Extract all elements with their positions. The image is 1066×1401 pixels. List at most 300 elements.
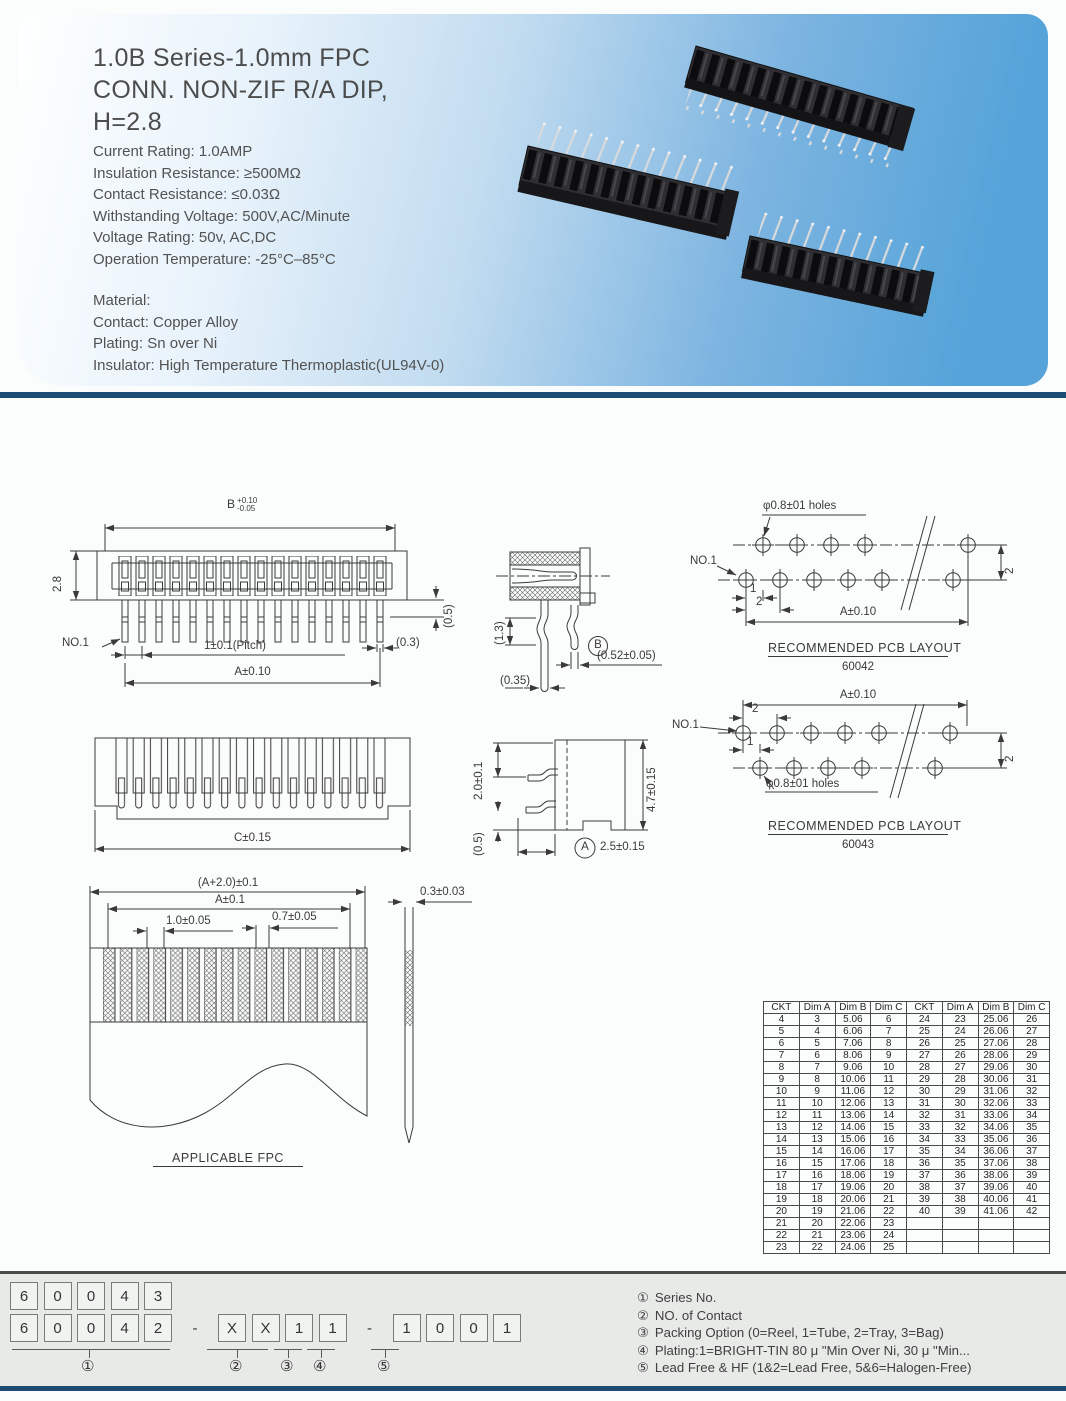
pcb2-title: RECOMMENDED PCB LAYOUT xyxy=(768,819,962,833)
table-header-cell: Dim C xyxy=(1014,1002,1050,1014)
table-cell: 16 xyxy=(764,1158,800,1170)
table-cell: 8 xyxy=(799,1074,835,1086)
part-number-box: 0 xyxy=(77,1314,105,1342)
table-cell xyxy=(978,1242,1014,1254)
material-line: Plating: Sn over Ni xyxy=(93,335,218,352)
table-cell: 18.06 xyxy=(835,1170,871,1182)
table-cell: 10 xyxy=(871,1062,907,1074)
legend-item xyxy=(637,1359,972,1377)
spec-line: Voltage Rating: 50v, AC,DC xyxy=(93,229,277,246)
table-cell: 25 xyxy=(907,1026,943,1038)
table-cell: 31 xyxy=(907,1098,943,1110)
table-cell: 12 xyxy=(871,1086,907,1098)
callout-2: ② xyxy=(229,1358,243,1375)
table-cell: 17.06 xyxy=(835,1158,871,1170)
material-list xyxy=(93,290,444,376)
dim-b-tol-bot: -0.05 xyxy=(237,504,256,513)
pitch-label: 1±0.1(Pitch) xyxy=(204,640,266,652)
table-cell: 16 xyxy=(871,1134,907,1146)
table-cell xyxy=(978,1230,1014,1242)
part-number-box: 1 xyxy=(393,1314,421,1342)
table-cell: 29 xyxy=(942,1086,978,1098)
part-number-box: 2 xyxy=(144,1314,172,1342)
table-cell: 35 xyxy=(907,1146,943,1158)
table-cell: 12.06 xyxy=(835,1098,871,1110)
table-cell: 26.06 xyxy=(978,1026,1014,1038)
spec-line: Insulation Resistance: ≥500MΩ xyxy=(93,164,301,182)
table-cell: 36 xyxy=(1014,1134,1050,1146)
part-number-box: 6 xyxy=(10,1282,38,1310)
table-header-cell: Dim B xyxy=(978,1002,1014,1014)
table-cell: 6 xyxy=(799,1050,835,1062)
part-number-dash1: - xyxy=(192,1319,198,1337)
callout-underline-1 xyxy=(12,1349,170,1350)
table-cell: 38 xyxy=(942,1194,978,1206)
table-cell: 19 xyxy=(871,1170,907,1182)
table-cell: 10 xyxy=(799,1098,835,1110)
table-cell xyxy=(907,1242,943,1254)
table-cell: 17 xyxy=(764,1170,800,1182)
table-cell xyxy=(942,1218,978,1230)
table-cell: 9 xyxy=(799,1086,835,1098)
table-header-cell: Dim B xyxy=(835,1002,871,1014)
side-2-5-label: 2.5±0.15 xyxy=(600,841,645,853)
table-cell: 26 xyxy=(1014,1014,1050,1026)
table-cell: 24.06 xyxy=(835,1242,871,1254)
table-cell: 30 xyxy=(1014,1062,1050,1074)
section-052-label: (0.52±0.05) xyxy=(597,650,656,662)
table-cell: 11 xyxy=(799,1110,835,1122)
fpc-1-0-label: 1.0±0.05 xyxy=(166,915,211,927)
table-cell: 14 xyxy=(871,1110,907,1122)
part-number-box: 1 xyxy=(319,1314,347,1342)
pcb2-holes-label: φ0.8±01 holes xyxy=(766,778,840,790)
front-0-3-label: (0.3) xyxy=(396,637,420,649)
table-header-cell: Dim A xyxy=(942,1002,978,1014)
table-cell: 29 xyxy=(907,1074,943,1086)
connector-photo-top xyxy=(678,46,915,170)
table-cell: 18 xyxy=(799,1194,835,1206)
table-cell: 33.06 xyxy=(978,1110,1014,1122)
table-cell: 33 xyxy=(1014,1098,1050,1110)
table-cell xyxy=(1014,1242,1050,1254)
table-cell: 30 xyxy=(942,1098,978,1110)
table-cell: 11 xyxy=(871,1074,907,1086)
table-cell: 31 xyxy=(942,1110,978,1122)
dim-c-label: C±0.15 xyxy=(234,832,271,844)
table-cell: 32 xyxy=(942,1122,978,1134)
table-row xyxy=(764,1074,1050,1086)
table-cell: 32.06 xyxy=(978,1098,1014,1110)
pcb1-no1-label: NO.1 xyxy=(690,555,717,567)
table-cell xyxy=(978,1218,1014,1230)
table-cell: 15 xyxy=(764,1146,800,1158)
legend xyxy=(637,1289,972,1377)
material-line: Insulator: High Temperature Thermoplastic(UL94V-0) xyxy=(93,356,445,374)
part-number-box: 4 xyxy=(111,1314,139,1342)
table-header-row xyxy=(764,1002,1050,1014)
section-b-linework xyxy=(496,548,662,692)
part-number-box: 4 xyxy=(111,1282,139,1310)
table-cell: 34 xyxy=(942,1146,978,1158)
table-cell: 20 xyxy=(799,1218,835,1230)
table-cell: 19 xyxy=(764,1194,800,1206)
table-cell: 41 xyxy=(1014,1194,1050,1206)
table-cell: 28 xyxy=(1014,1038,1050,1050)
legend-item xyxy=(637,1324,972,1342)
part-number-box: 6 xyxy=(10,1314,38,1342)
legend-item-number: ⑤ xyxy=(637,1360,649,1376)
pcb1-code: 60042 xyxy=(842,661,874,673)
table-cell: 36 xyxy=(907,1158,943,1170)
part-number-box: 0 xyxy=(460,1314,488,1342)
table-cell: 26 xyxy=(907,1038,943,1050)
table-cell: 28 xyxy=(942,1074,978,1086)
section-b-bubble: B xyxy=(594,639,602,651)
table-cell: 25.06 xyxy=(978,1014,1014,1026)
front-dim-a-label: A±0.10 xyxy=(234,666,271,678)
table-cell: 36 xyxy=(942,1170,978,1182)
table-row xyxy=(764,1098,1050,1110)
table-cell: 28 xyxy=(907,1062,943,1074)
table-cell: 23 xyxy=(871,1218,907,1230)
table-cell: 13 xyxy=(799,1134,835,1146)
product-photo xyxy=(498,24,1043,384)
table-cell: 21 xyxy=(871,1194,907,1206)
fpc-a-label: A±0.1 xyxy=(215,894,245,906)
table-cell: 37 xyxy=(942,1182,978,1194)
callout-1: ① xyxy=(81,1358,95,1375)
part-number-box: 0 xyxy=(44,1282,72,1310)
table-cell: 39 xyxy=(1014,1170,1050,1182)
table-cell: 10.06 xyxy=(835,1074,871,1086)
part-number-group1 xyxy=(10,1314,172,1342)
legend-item-text: Plating:1=BRIGHT-TIN 80 μ "Min Over Ni, 30 μ "Min... xyxy=(654,1342,970,1358)
dim-b-letter: B xyxy=(227,497,236,511)
table-cell: 37 xyxy=(1014,1146,1050,1158)
pcb1-title: RECOMMENDED PCB LAYOUT xyxy=(768,641,962,655)
table-cell: 16 xyxy=(799,1170,835,1182)
pcb2-dimv-label: 2 xyxy=(1004,755,1016,762)
front-no1-label: NO.1 xyxy=(62,637,89,649)
table-row xyxy=(764,1242,1050,1254)
table-cell: 24 xyxy=(871,1230,907,1242)
pcb2-dim2-label: 2 xyxy=(752,703,759,715)
part-number-row1 xyxy=(10,1282,172,1310)
part-number-box: 0 xyxy=(44,1314,72,1342)
pcb-layout-2-linework xyxy=(700,700,1007,798)
table-cell: 41.06 xyxy=(978,1206,1014,1218)
table-cell: 35 xyxy=(1014,1122,1050,1134)
legend-item xyxy=(637,1307,972,1325)
table-cell xyxy=(942,1230,978,1242)
table-cell: 27 xyxy=(907,1050,943,1062)
material-line: Material: xyxy=(93,292,151,309)
table-cell: 36.06 xyxy=(978,1146,1014,1158)
table-row xyxy=(764,1206,1050,1218)
table-cell: 40 xyxy=(1014,1182,1050,1194)
part-number-box: 0 xyxy=(77,1282,105,1310)
title-line: H=2.8 xyxy=(93,108,162,136)
legend-item-text: Series No. xyxy=(654,1290,717,1305)
table-cell: 8 xyxy=(871,1038,907,1050)
table-cell: 20 xyxy=(764,1206,800,1218)
table-cell: 18 xyxy=(764,1182,800,1194)
spec-line: Current Rating: 1.0AMP xyxy=(93,143,253,160)
table-cell: 23.06 xyxy=(835,1230,871,1242)
table-row xyxy=(764,1230,1050,1242)
table-cell: 23 xyxy=(764,1242,800,1254)
table-cell: 4 xyxy=(764,1014,800,1026)
table-cell: 29 xyxy=(1014,1050,1050,1062)
header-card xyxy=(18,14,1048,386)
table-row xyxy=(764,1146,1050,1158)
table-cell: 10 xyxy=(764,1086,800,1098)
table-cell: 14 xyxy=(799,1146,835,1158)
table-cell xyxy=(942,1242,978,1254)
table-cell: 22 xyxy=(764,1230,800,1242)
table-row xyxy=(764,1062,1050,1074)
pcb2-dim-a-label: A±0.10 xyxy=(839,689,877,701)
table-cell: 5.06 xyxy=(835,1014,871,1026)
title-line: CONN. NON-ZIF R/A DIP, xyxy=(93,76,389,104)
pcb1-dim1-label: 1 xyxy=(750,583,757,595)
table-cell: 4 xyxy=(799,1026,835,1038)
table-cell: 21 xyxy=(799,1230,835,1242)
table-cell xyxy=(1014,1230,1050,1242)
table-cell: 9.06 xyxy=(835,1062,871,1074)
table-cell: 35.06 xyxy=(978,1134,1014,1146)
table-header-cell: CKT xyxy=(764,1002,800,1014)
part-number-box: 1 xyxy=(493,1314,521,1342)
table-row xyxy=(764,1014,1050,1026)
part-number-box: 3 xyxy=(144,1282,172,1310)
table-row xyxy=(764,1134,1050,1146)
table-row xyxy=(764,1026,1050,1038)
table-cell: 13.06 xyxy=(835,1110,871,1122)
table-row xyxy=(764,1050,1050,1062)
callout-3: ③ xyxy=(280,1358,294,1375)
table-cell: 38 xyxy=(1014,1158,1050,1170)
connector-photo-right xyxy=(741,211,939,318)
part-number-box: X xyxy=(252,1314,280,1342)
table-cell: 39.06 xyxy=(978,1182,1014,1194)
table-cell: 21.06 xyxy=(835,1206,871,1218)
table-header-cell: Dim C xyxy=(871,1002,907,1014)
table-cell: 11 xyxy=(764,1098,800,1110)
fpc-linework xyxy=(90,886,472,1143)
table-row xyxy=(764,1158,1050,1170)
front-0-5-label: (0.5) xyxy=(443,604,455,628)
table-cell: 22 xyxy=(871,1206,907,1218)
fpc-0-7-label: 0.7±0.05 xyxy=(272,911,317,923)
table-cell: 33 xyxy=(907,1122,943,1134)
legend-item xyxy=(637,1342,972,1360)
connector-photo-left xyxy=(517,120,744,241)
table-cell xyxy=(1014,1218,1050,1230)
table-cell: 7 xyxy=(764,1050,800,1062)
table-cell: 27 xyxy=(942,1062,978,1074)
table-cell: 7.06 xyxy=(835,1038,871,1050)
callout-4: ④ xyxy=(313,1358,327,1375)
table-cell: 6 xyxy=(764,1038,800,1050)
pcb2-no1-label: NO.1 xyxy=(672,719,699,731)
fpc-0-3-label: 0.3±0.03 xyxy=(420,886,465,898)
table-cell: 22 xyxy=(799,1242,835,1254)
legend-item-text: NO. of Contact xyxy=(654,1307,743,1323)
table-cell: 30 xyxy=(907,1086,943,1098)
table-cell: 15 xyxy=(871,1122,907,1134)
table-cell: 40 xyxy=(907,1206,943,1218)
table-cell: 21 xyxy=(764,1218,800,1230)
spec-list xyxy=(93,141,350,270)
table-cell: 9 xyxy=(764,1074,800,1086)
table-cell: 31 xyxy=(1014,1074,1050,1086)
pcb1-dim-a-label: A±0.10 xyxy=(839,606,877,618)
table-header-cell: CKT xyxy=(907,1002,943,1014)
spec-line: Withstanding Voltage: 500V,AC/Minute xyxy=(93,207,351,225)
table-cell: 40.06 xyxy=(978,1194,1014,1206)
table-cell: 32 xyxy=(907,1110,943,1122)
part-number-row2 xyxy=(10,1314,521,1342)
table-cell: 17 xyxy=(799,1182,835,1194)
table-cell: 13 xyxy=(764,1122,800,1134)
part-number-box: 0 xyxy=(426,1314,454,1342)
table-cell: 11.06 xyxy=(835,1086,871,1098)
table-cell: 6 xyxy=(871,1014,907,1026)
table-cell: 31.06 xyxy=(978,1086,1014,1098)
table-cell: 5 xyxy=(764,1026,800,1038)
table-cell: 20 xyxy=(871,1182,907,1194)
table-cell: 26 xyxy=(942,1050,978,1062)
pcb1-holes-label: φ0.8±01 holes xyxy=(763,500,837,512)
table-cell: 7 xyxy=(871,1026,907,1038)
fpc-title: APPLICABLE FPC xyxy=(153,1151,303,1167)
page-title xyxy=(93,42,388,138)
table-cell: 7 xyxy=(799,1062,835,1074)
part-number-group2 xyxy=(218,1314,347,1342)
table-cell: 18 xyxy=(871,1158,907,1170)
table-cell: 9 xyxy=(871,1050,907,1062)
section-035-label: (0.35) xyxy=(500,675,531,687)
table-cell: 19 xyxy=(799,1206,835,1218)
table-row xyxy=(764,1038,1050,1050)
table-cell: 13 xyxy=(871,1098,907,1110)
table-cell: 12 xyxy=(764,1110,800,1122)
legend-item-text: Packing Option (0=Reel, 1=Tube, 2=Tray, 3=Bag) xyxy=(654,1325,944,1341)
part-number-group3 xyxy=(393,1314,522,1342)
table-cell: 38.06 xyxy=(978,1170,1014,1182)
table-cell: 24 xyxy=(942,1026,978,1038)
table-cell: 37.06 xyxy=(978,1158,1014,1170)
table-cell: 12 xyxy=(799,1122,835,1134)
bottom-divider xyxy=(0,1386,1066,1391)
dim-2-8-label: 2.8 xyxy=(52,576,64,592)
section-1-3-label: (1.3) xyxy=(494,621,506,645)
table-cell: 28.06 xyxy=(978,1050,1014,1062)
title-line: 1.0B Series-1.0mm FPC xyxy=(93,44,371,72)
legend-item-number: ① xyxy=(637,1290,649,1305)
table-cell: 17 xyxy=(871,1146,907,1158)
legend-item-text: Lead Free & HF (1&2=Lead Free, 5&6=Halogen-Free) xyxy=(654,1360,972,1376)
table-cell: 39 xyxy=(907,1194,943,1206)
table-row xyxy=(764,1170,1050,1182)
table-cell: 3 xyxy=(799,1014,835,1026)
table-row xyxy=(764,1086,1050,1098)
table-cell: 15 xyxy=(799,1158,835,1170)
table-cell: 27 xyxy=(1014,1026,1050,1038)
table-cell xyxy=(907,1218,943,1230)
table-cell: 8.06 xyxy=(835,1050,871,1062)
pcb1-dimv-label: 2 xyxy=(1004,567,1016,574)
spec-line: Operation Temperature: -25°C–85°C xyxy=(93,250,336,268)
table-cell: 35 xyxy=(942,1158,978,1170)
table-cell: 5 xyxy=(799,1038,835,1050)
table-row xyxy=(764,1218,1050,1230)
table-cell: 33 xyxy=(942,1134,978,1146)
table-cell: 34 xyxy=(1014,1110,1050,1122)
pcb2-dim1-label: 1 xyxy=(747,736,754,748)
table-cell: 27.06 xyxy=(978,1038,1014,1050)
table-cell: 32 xyxy=(1014,1086,1050,1098)
table-cell: 25 xyxy=(942,1038,978,1050)
table-row xyxy=(764,1194,1050,1206)
part-number-dash2: - xyxy=(367,1319,372,1337)
legend-item-number: ③ xyxy=(637,1325,649,1341)
table-cell: 24 xyxy=(907,1014,943,1026)
spec-line: Contact Resistance: ≤0.03Ω xyxy=(93,186,281,203)
table-cell xyxy=(907,1230,943,1242)
side-a-bubble: A xyxy=(581,841,589,853)
legend-item-number: ④ xyxy=(637,1342,649,1358)
front-view-linework xyxy=(70,524,444,687)
table-cell: 16.06 xyxy=(835,1146,871,1158)
table-cell: 34 xyxy=(907,1134,943,1146)
table-row xyxy=(764,1122,1050,1134)
top-divider xyxy=(0,392,1066,398)
table-row xyxy=(764,1110,1050,1122)
dim-b-tol-top: +0.10 xyxy=(237,496,258,505)
table-cell: 8 xyxy=(764,1062,800,1074)
table-cell: 23 xyxy=(942,1014,978,1026)
table-cell: 30.06 xyxy=(978,1074,1014,1086)
fpc-a2-label: (A+2.0)±0.1 xyxy=(197,877,259,889)
side-4-7-label: 4.7±0.15 xyxy=(646,767,658,812)
table-cell: 22.06 xyxy=(835,1218,871,1230)
table-cell: 38 xyxy=(907,1182,943,1194)
table-row xyxy=(764,1182,1050,1194)
table-cell: 14 xyxy=(764,1134,800,1146)
pcb2-code: 60043 xyxy=(842,839,874,851)
table-cell: 34.06 xyxy=(978,1122,1014,1134)
material-line: Contact: Copper Alloy xyxy=(93,313,239,331)
dimension-table xyxy=(763,1001,1050,1254)
table-cell: 42 xyxy=(1014,1206,1050,1218)
table-cell: 6.06 xyxy=(835,1026,871,1038)
part-number-box: 1 xyxy=(285,1314,313,1342)
legend-item-number: ② xyxy=(637,1307,649,1323)
table-cell: 14.06 xyxy=(835,1122,871,1134)
table-cell: 29.06 xyxy=(978,1062,1014,1074)
dim-b-label xyxy=(227,497,257,513)
pcb1-dim2-label: 2 xyxy=(756,596,763,608)
table-header-cell: Dim A xyxy=(799,1002,835,1014)
callout-5: ⑤ xyxy=(377,1358,391,1375)
side-0-5-label: (0.5) xyxy=(473,832,485,856)
table-cell: 37 xyxy=(907,1170,943,1182)
table-cell: 19.06 xyxy=(835,1182,871,1194)
table-cell: 15.06 xyxy=(835,1134,871,1146)
